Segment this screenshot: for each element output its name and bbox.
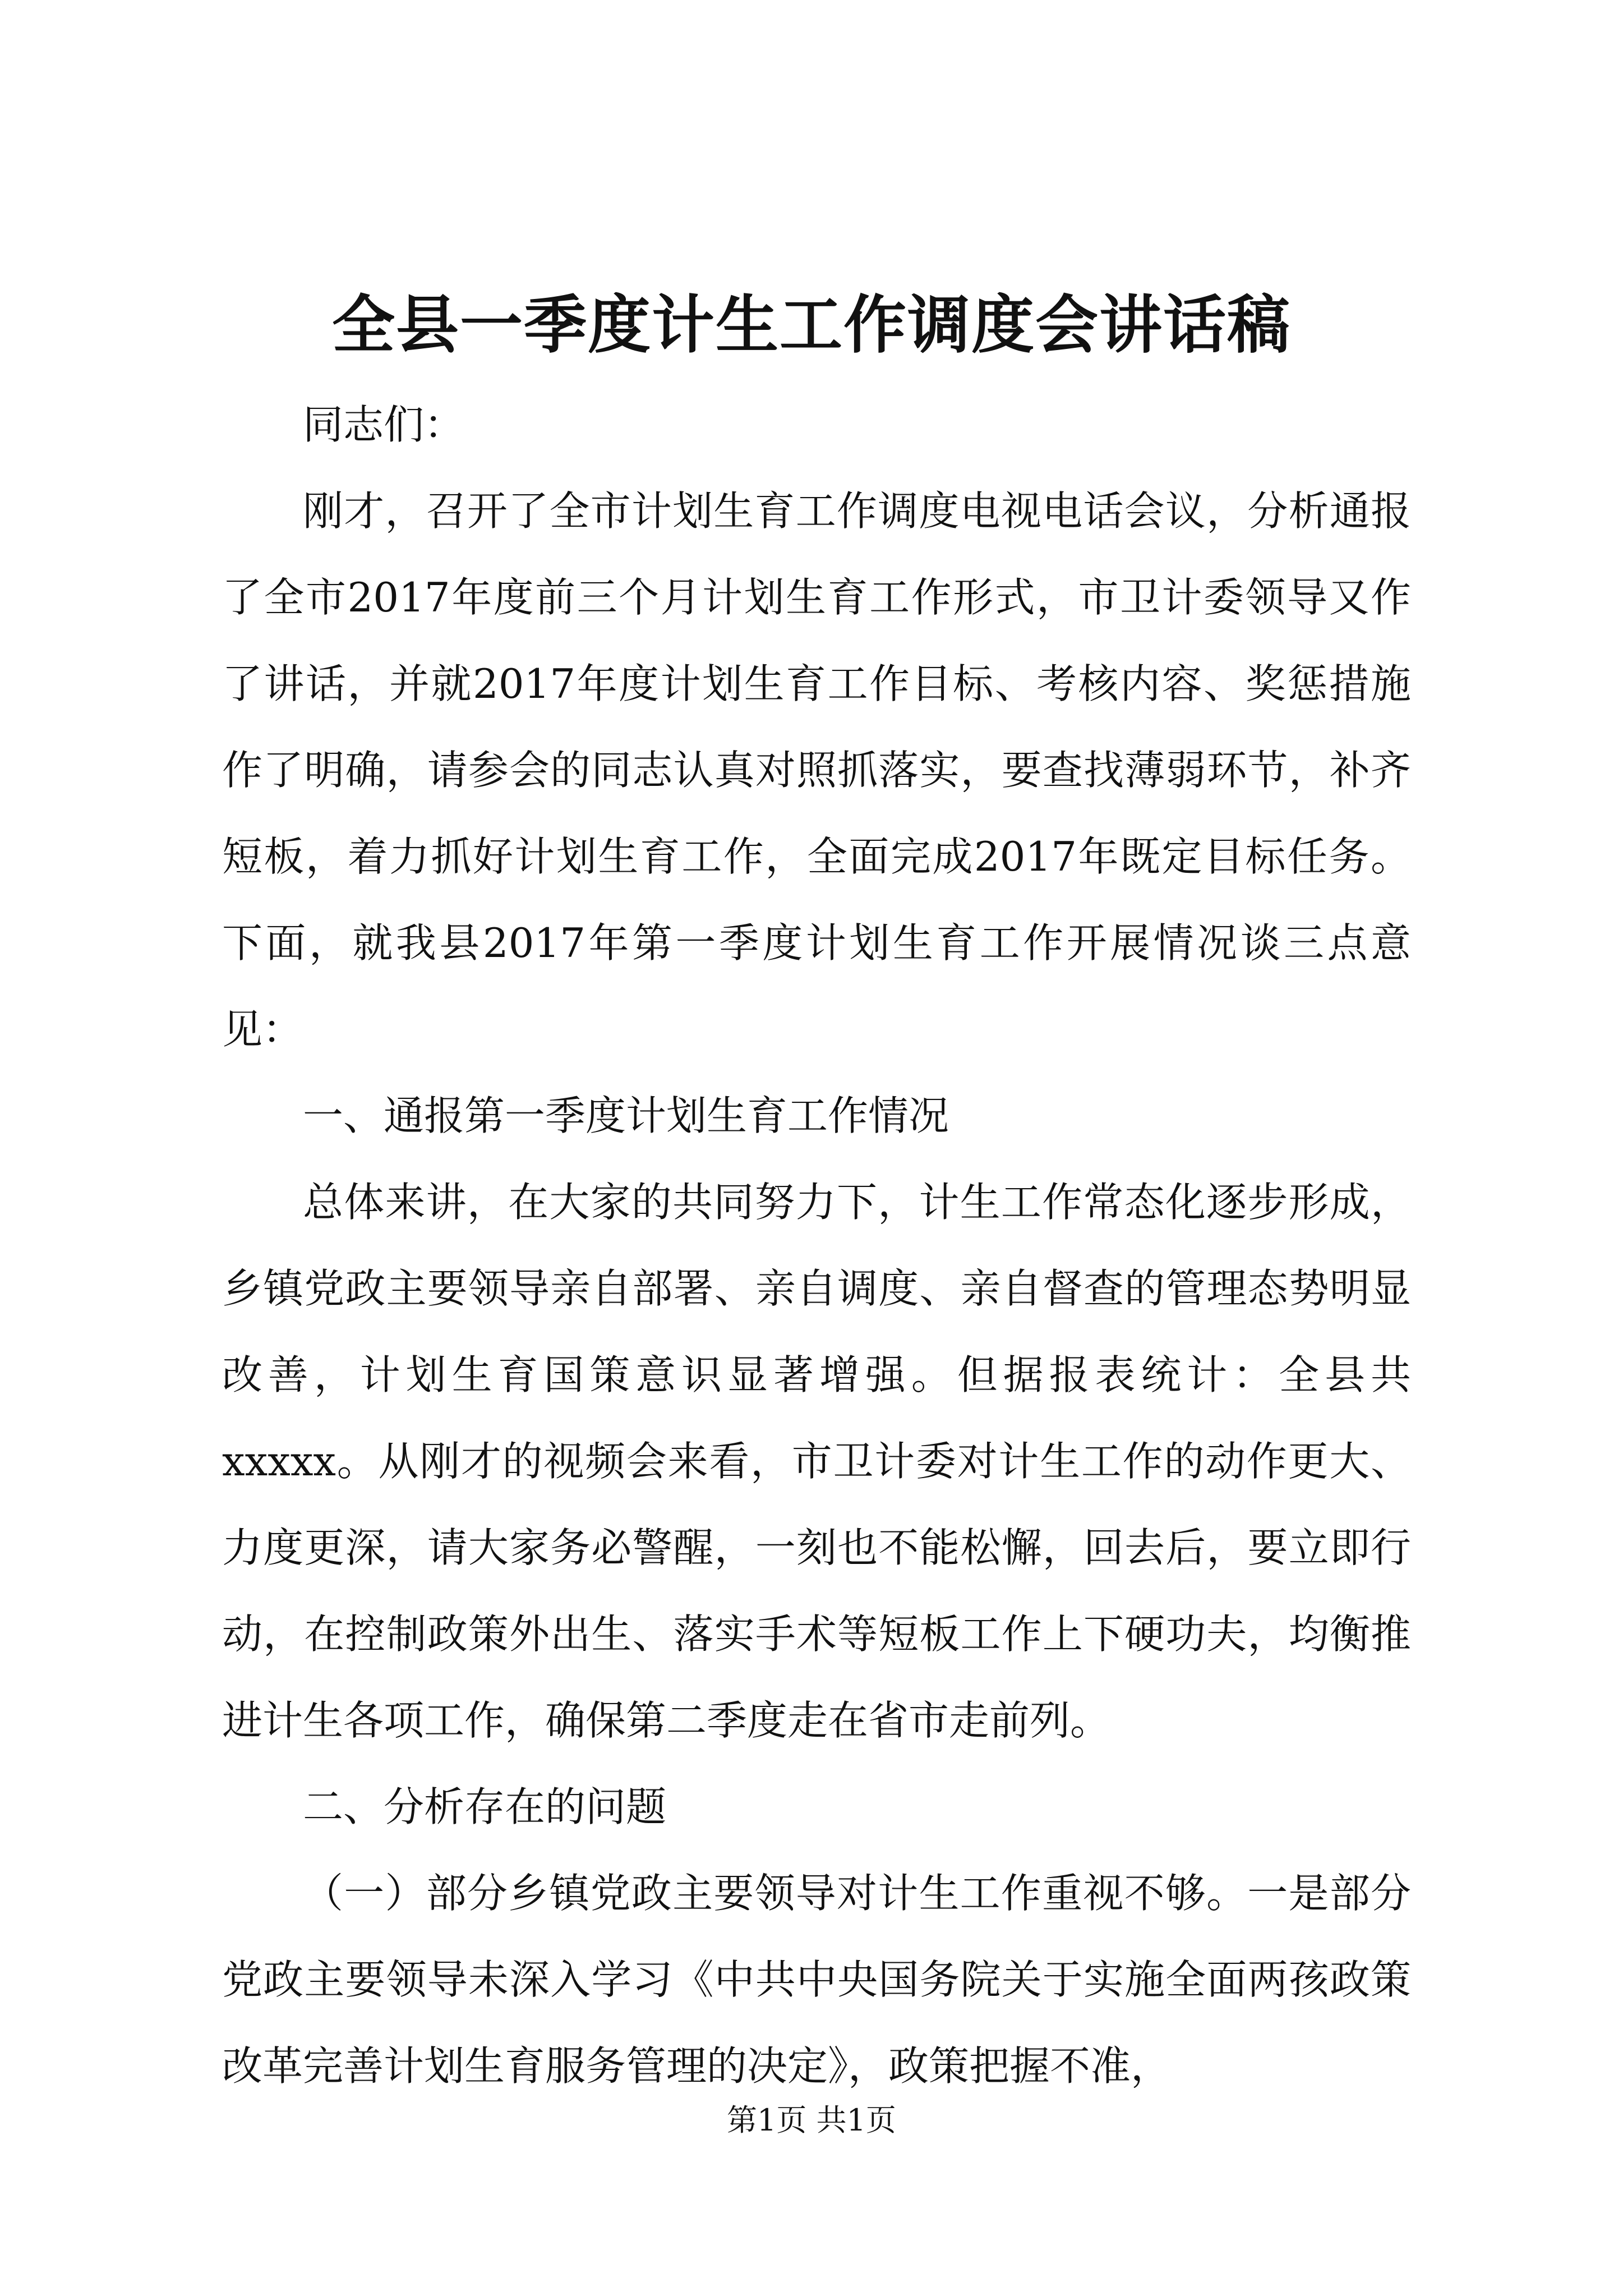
paragraph-summary: 总体来讲，在大家的共同努力下，计生工作常态化逐步形成，乡镇党政主要领导亲自部署、亲自调度、亲自督查的管理态势明显改善，计划生育国策意识显著增强。但据报表统计：全县共xxxxx。从刚才的视频会来看，市卫计委对计生工作的动作更大、力度更深，请大家务必警醒，一刻也不能松懈，回去后，要立即行动，在控制政策外出生、落实手术等短板工作上下硬功夫，均衡推进计生各项工作，确保第二季度走在省市走前列。: [222, 1179, 1411, 1744]
page-footer: 第1页 共1页: [727, 2102, 896, 2138]
section-heading-2: 二、分析存在的问题: [303, 1783, 667, 1830]
greeting: 同志们：: [303, 401, 465, 448]
document-body: [222, 381, 1411, 2109]
section-heading-1: 一、通报第一季度计划生育工作情况: [303, 1092, 949, 1139]
document-title: 全县一季度计生工作调度会讲话稿: [332, 288, 1291, 362]
paragraph-intro: 刚才，召开了全市计划生育工作调度电视电话会议，分析通报了全市2017年度前三个月计划生育工作形式，市卫计委领导又作了讲话，并就2017年度计划生育工作目标、考核内容、奖惩措施作了明确，请参会的同志认真对照抓落实，要查找薄弱环节，补齐短板，着力抓好计划生育工作，全面完成2017年既定目标任务。下面，就我县2017年第一季度计划生育工作开展情况谈三点意见：: [222, 487, 1411, 1053]
paragraph-issue-1: （一）部分乡镇党政主要领导对计生工作重视不够。一是部分党政主要领导未深入学习《中共中央国务院关于实施全面两孩政策改革完善计划生育服务管理的决定》，政策把握不准，: [222, 1870, 1411, 2090]
